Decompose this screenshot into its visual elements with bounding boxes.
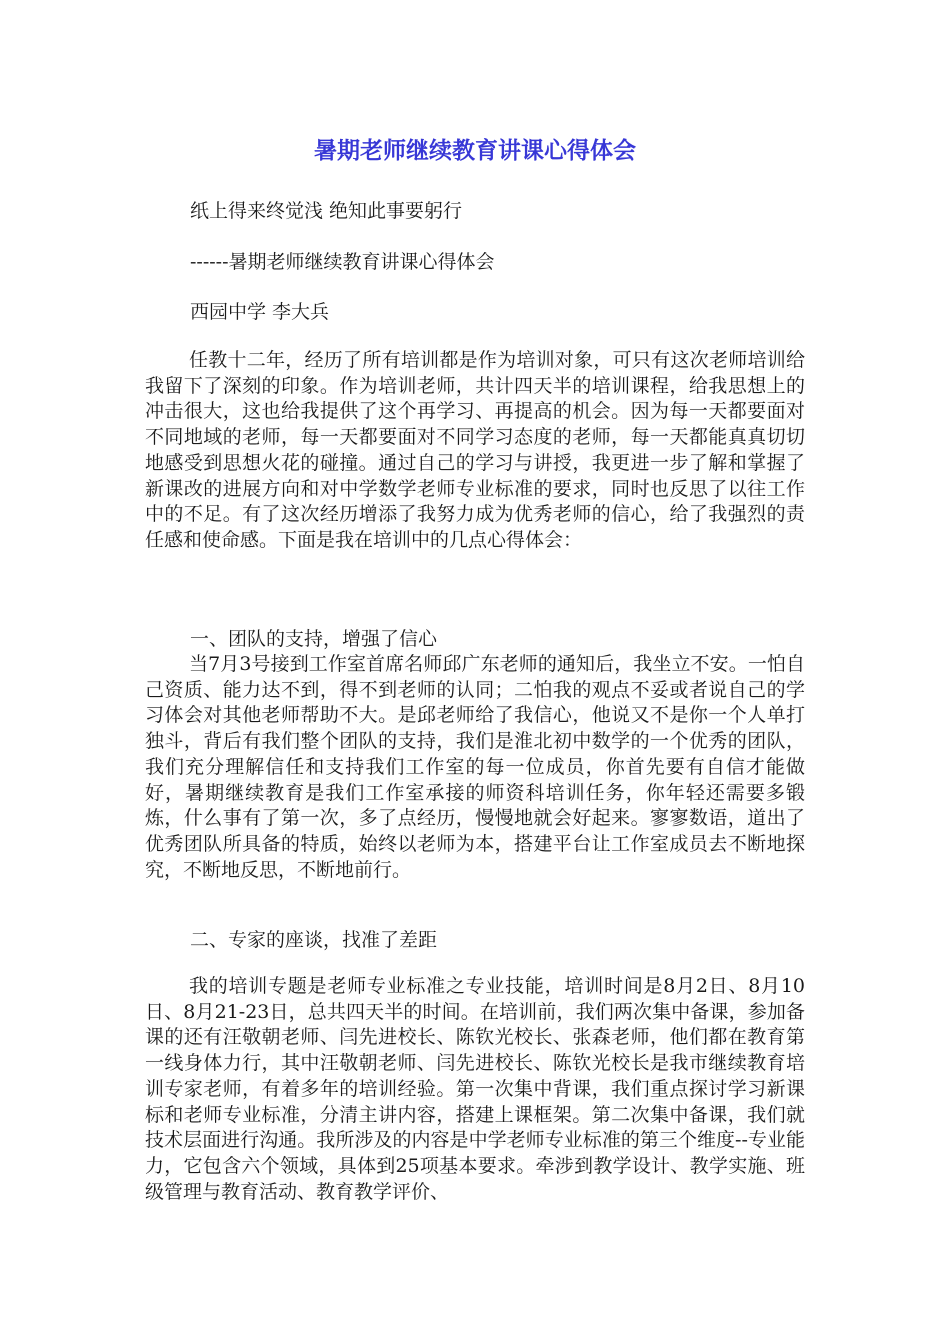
document-subtitle: 纸上得来终觉浅 绝知此事要躬行 xyxy=(190,200,463,222)
paragraph-intro: 任教十二年，经历了所有培训都是作为培训对象，可只有这次老师培训给我留下了深刻的印象。作为培训老师，共计四天半的培训课程，给我思想上的冲击很大，这也给我提供了这个再学习、再提高的机会。因为每一天都要面对不同地域的老师，每一天都要面对不同学习态度的老师，每一天都能真真切切地感受到思想火花的碰撞。通过自己的学习与讲授，我更进一步了解和掌握了新课改的进展方向和对中学数学老师专业标准的要求，同时也反思了以往工作中的不足。有了这次经历增添了我努力成为优秀老师的信心，给了我强烈的责任感和使命感。下面是我在培训中的几点心得体会： xyxy=(145,349,805,551)
document-byline: ------暑期老师继续教育讲课心得体会 xyxy=(190,251,495,273)
paragraph-section-2: 我的培训专题是老师专业标准之专业技能，培训时间是8月2日、8月10日、8月21-23日，总共四天半的时间。在培训前，我们两次集中备课，参加备课的还有汪敬朝老师、闫先进校长、陈钦光校长、张森老师，他们都在教育第一线身体力行，其中汪敬朝老师、闫先进校长、陈钦光校长是我市继续教育培训专家老师，有着多年的培训经验。第一次集中背课，我们重点探讨学习新课标和老师专业标准，分清主讲内容，搭建上课框架。第二次集中备课，我们就技术层面进行沟通。我所涉及的内容是中学老师专业标准的第三个维度--专业能力，它包含六个领域，具体到25项基本要求。牵涉到教学设计、教学实施、班级管理与教育活动、教育教学评价、 xyxy=(145,975,805,1203)
section-heading-1: 一、团队的支持，增强了信心 xyxy=(190,628,438,650)
document-title: 暑期老师继续教育讲课心得体会 xyxy=(314,138,636,164)
section-heading-2: 二、专家的座谈，找准了差距 xyxy=(190,929,438,951)
paragraph-section-1: 当7月3号接到工作室首席名师邱广东老师的通知后，我坐立不安。一怕自己资质、能力达不到，得不到老师的认同；二怕我的观点不妥或者说自己的学习体会对其他老师帮助不大。是邱老师给了我信心，他说又不是你一个人单打独斗，背后有我们整个团队的支持，我们是淮北初中数学的一个优秀的团队，我们充分理解信任和支持我们工作室的每一位成员，你首先要有自信才能做好，暑期继续教育是我们工作室承接的师资科培训任务，你年轻还需要多锻炼，什么事有了第一次，多了点经历，慢慢地就会好起来。寥寥数语，道出了优秀团队所具备的特质，始终以老师为本，搭建平台让工作室成员去不断地探究，不断地反思，不断地前行。 xyxy=(145,653,805,881)
document-author: 西园中学 李大兵 xyxy=(190,301,330,323)
